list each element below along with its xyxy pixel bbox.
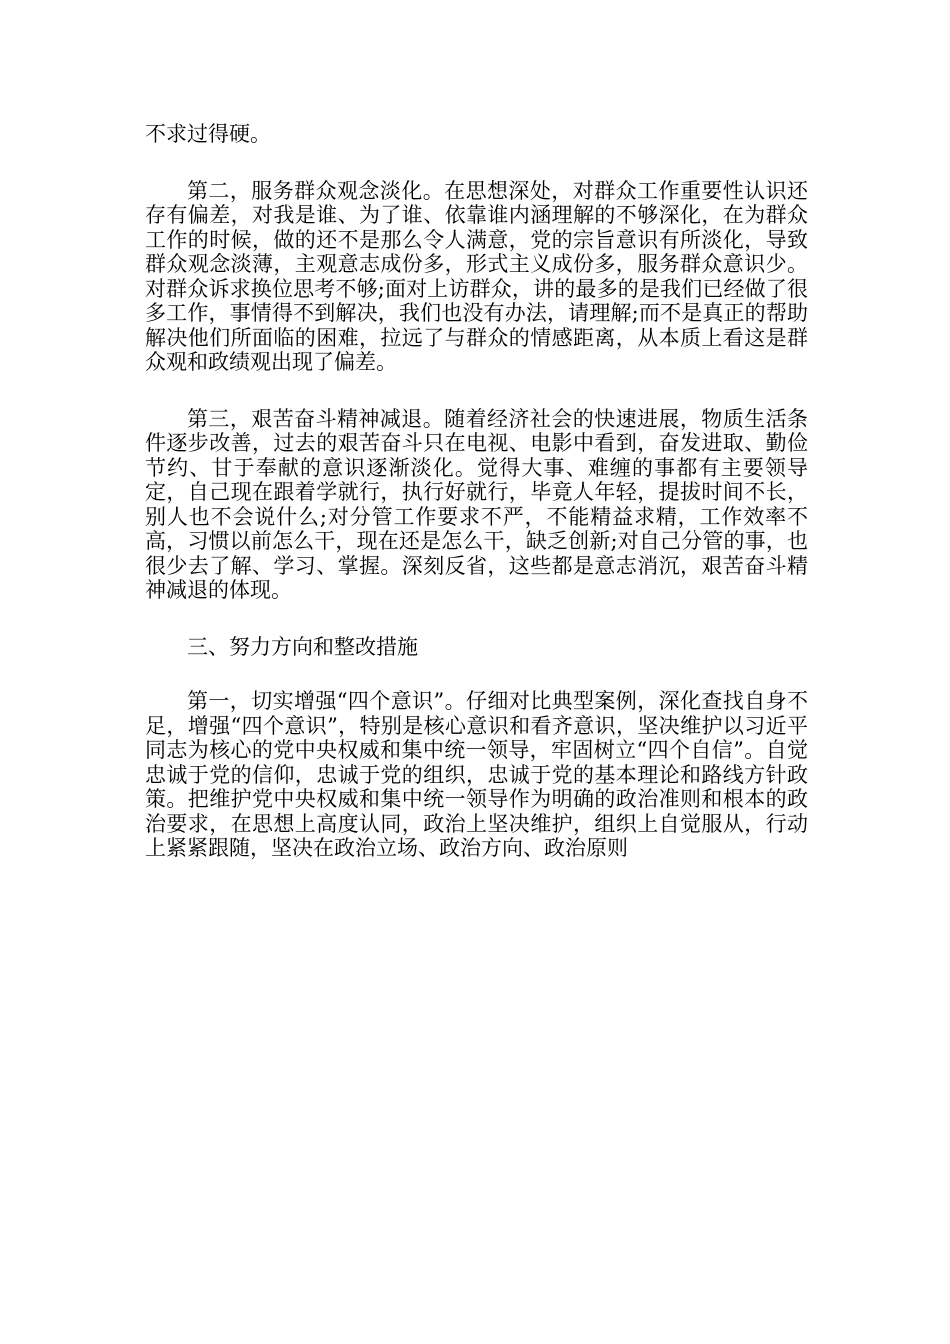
paragraph-third-point: 第三，艰苦奋斗精神减退。随着经济社会的快速进展，物质生活条件逐步改善，过去的艰苦奋斗只在电视、电影中看到，奋发进取、勤俭节约、甘于奉献的意识逐渐淡化。觉得大事、难缠的事都有主要领导定，自己现在跟着学就行，执行好就行，毕竟人年轻，提拔时间不长，别人也不会说什么;对分管工作要求不严，不能精益求精，工作效率不高，习惯以前怎么干，现在还是怎么干，缺乏创新;对自己分管的事，也很少去了解、学习、掌握。深刻反省，这些都是意志消沉，艰苦奋斗精神减退的体现。 — [145, 406, 808, 602]
paragraph-second-point: 第二，服务群众观念淡化。在思想深处，对群众工作重要性认识还存有偏差，对我是谁、为了谁、依靠谁内涵理解的不够深化，在为群众工作的时候，做的还不是那么令人满意，党的宗旨意识有所淡化，导致群众观念淡薄，主观意志成份多，形式主义成份多，服务群众意识少。对群众诉求换位思考不够;面对上访群众，讲的最多的是我们已经做了很多工作，事情得不到解决，我们也没有办法，请理解;而不是真正的帮助解决他们所面临的困难，拉远了与群众的情感距离，从本质上看这是群众观和政绩观出现了偏差。 — [145, 178, 808, 374]
paragraph-first-measure: 第一，切实增强“四个意识”。仔细对比典型案例，深化查找自身不足，增强“四个意识”，特别是核心意识和看齐意识，坚决维护以习近平同志为核心的党中央权威和集中统一领导，牢固树立“四个自信”。自觉忠诚于党的信仰，忠诚于党的组织，忠诚于党的基本理论和路线方针政策。把维护党中央权威和集中统一领导作为明确的政治准则和根本的政治要求，在思想上高度认同，政治上坚决维护，组织上自觉服从，行动上紧紧跟随，坚决在政治立场、政治方向、政治原则 — [145, 689, 808, 860]
document-page — [145, 122, 808, 893]
paragraph-continuation: 不求过得硬。 — [145, 122, 271, 146]
section-heading: 三、努力方向和整改措施 — [187, 634, 418, 659]
